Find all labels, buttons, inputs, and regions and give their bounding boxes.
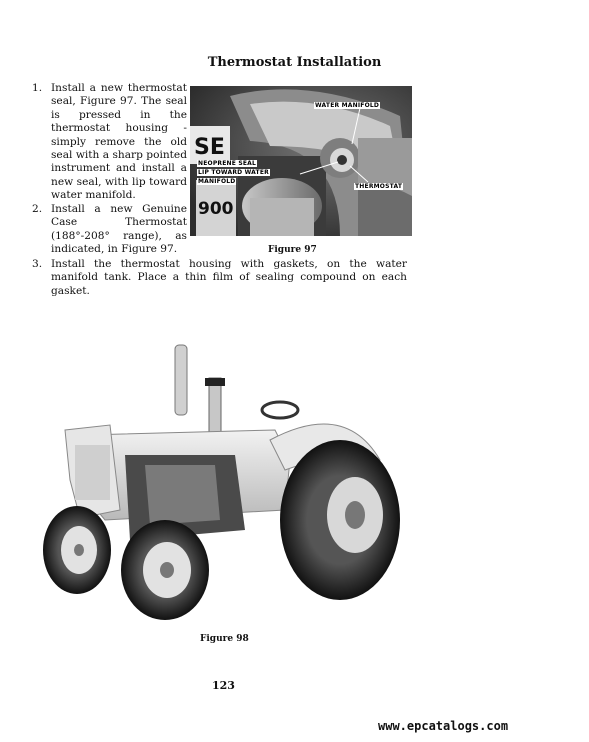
step-number: 2.: [32, 203, 43, 215]
page-number: 123: [212, 679, 235, 692]
watermark: www.epcatalogs.com: [378, 719, 509, 733]
label-seal-line3: MANIFOLD: [198, 178, 236, 185]
model-text: 900: [198, 199, 234, 219]
figure-98-tractor-photo: [35, 340, 405, 625]
step-text: Install a new thermostat seal, Figure 97. The seal is pressed in the thermostat housing - simply remove the old seal with a sharp pointed instrument and install a new seal, with lip toward water manifold.: [51, 82, 187, 202]
figure-97-caption: Figure 97: [268, 245, 317, 255]
step-number: 3.: [32, 258, 43, 270]
badge-text: SE: [194, 135, 225, 160]
step-text: Install the thermostat housing with gaskets, on the water manifold tank. Place a thin film of sealing compound on each gasket.: [51, 258, 407, 297]
figure-98-caption: Figure 98: [200, 634, 249, 644]
step-text: Install a new Genuine Case Thermostat (188°-208° range), as indicated, in Figure 97.: [51, 203, 187, 256]
step-number: 1.: [32, 82, 43, 94]
label-thermostat: THERMOSTAT: [355, 183, 403, 190]
page-title: Thermostat Installation: [207, 55, 382, 70]
label-seal-line2: LIP TOWARD WATER: [198, 169, 269, 176]
label-water-manifold: WATER MANIFOLD: [315, 102, 380, 109]
figure-97-photo: [190, 86, 412, 236]
label-seal-line1: NEOPRENE SEAL: [198, 160, 257, 167]
